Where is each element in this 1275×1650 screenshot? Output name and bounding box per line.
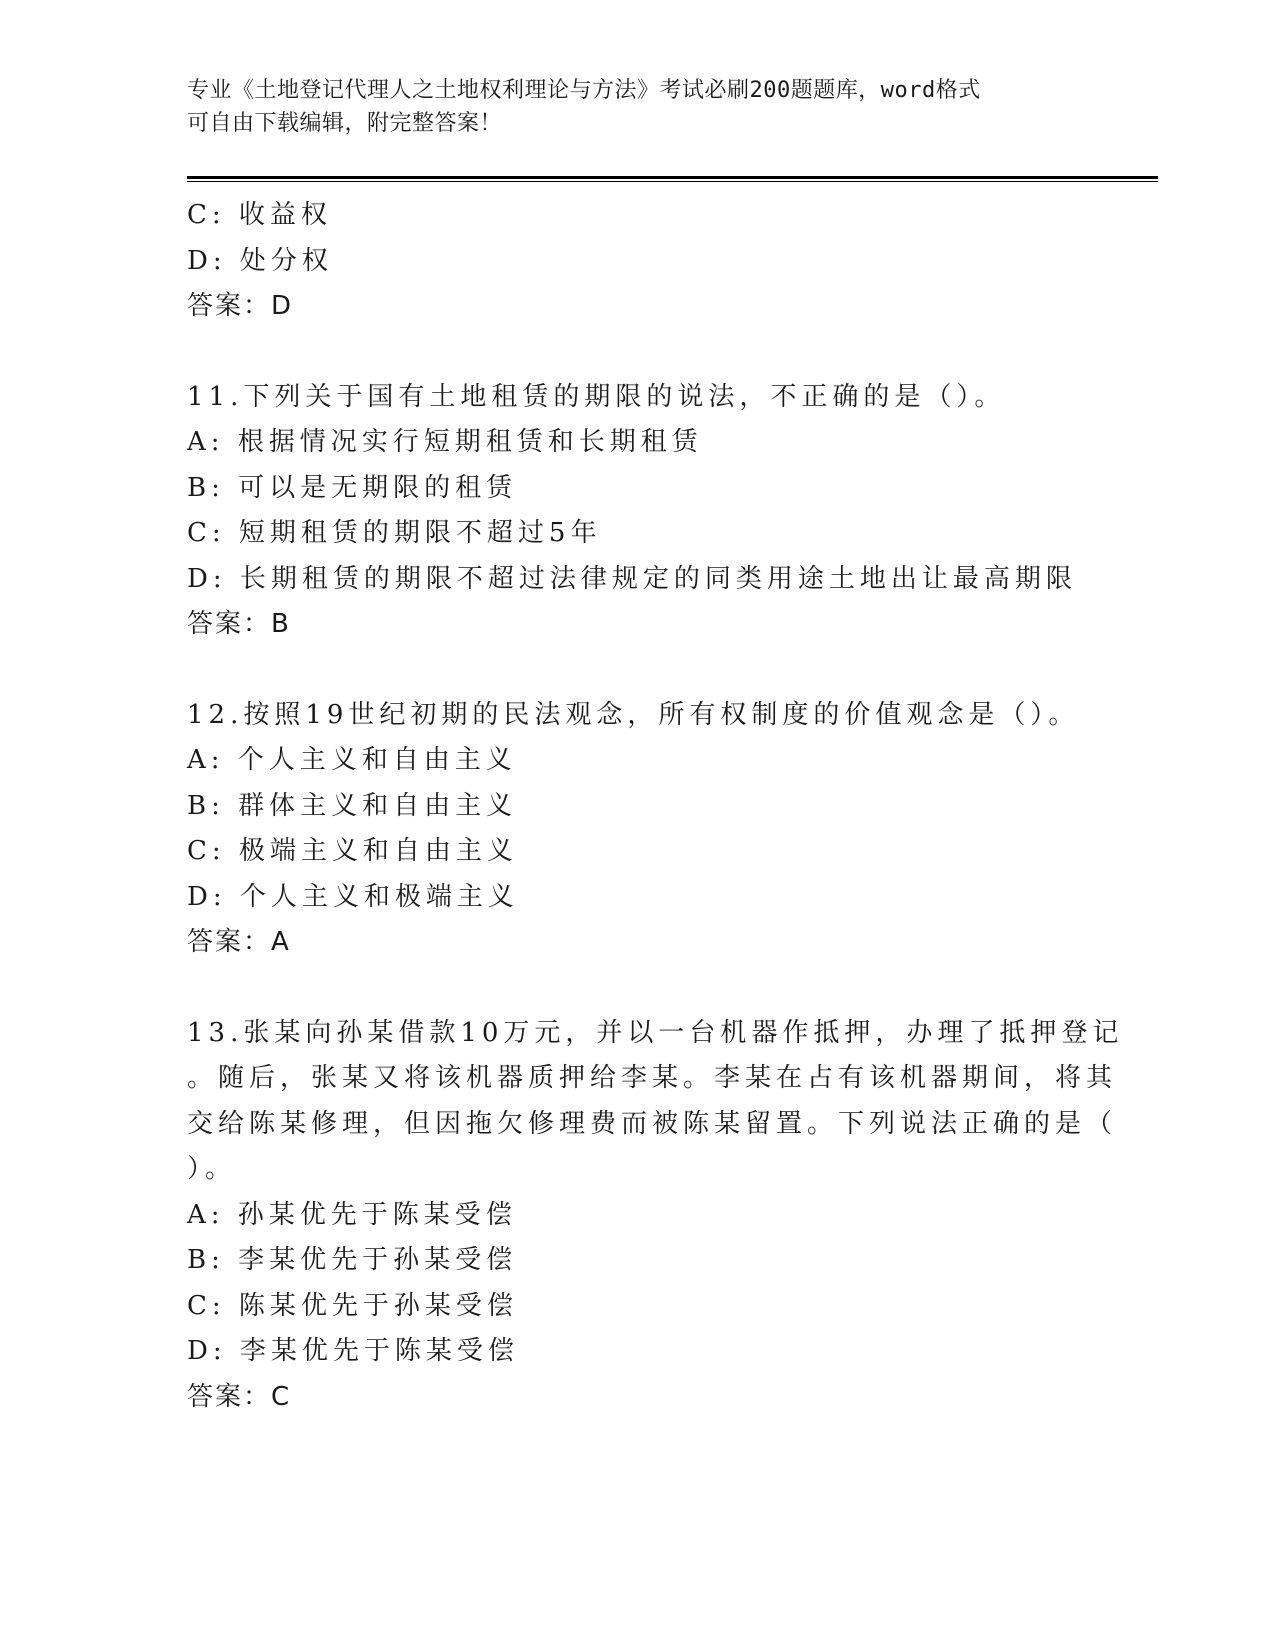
spacer — [187, 648, 1087, 693]
option-d: D: 处分权 — [187, 245, 333, 276]
question-11 — [187, 375, 1087, 648]
question-12 — [187, 693, 1087, 966]
header-line-1: 专业《土地登记代理人之土地权利理论与方法》考试必刷200题题库，word格式 — [187, 78, 981, 103]
option-c: C: 收益权 — [187, 200, 332, 230]
header-divider-thick — [187, 176, 1158, 179]
answer-line: 答案：A — [187, 927, 291, 957]
spacer — [187, 330, 1087, 375]
previous-question-tail — [187, 193, 1087, 330]
question-stem-line-1: 13.张某向孙某借款10万元，并以一台机器作抵押，办理了抵押登记 — [187, 1017, 1124, 1048]
option-a: A: 孙某优先于陈某受偿 — [187, 1199, 517, 1230]
option-a: A: 根据情况实行短期租赁和长期租赁 — [187, 427, 703, 457]
answer-line: 答案：D — [187, 291, 294, 321]
option-d: D: 个人主义和极端主义 — [187, 881, 519, 912]
answer-line: 答案：C — [187, 1381, 292, 1412]
answer-line: 答案：B — [187, 609, 291, 639]
option-c: C: 短期租赁的期限不超过5年 — [187, 518, 602, 548]
option-c: C: 陈某优先于孙某受偿 — [187, 1290, 518, 1321]
header-divider-thin — [187, 181, 1158, 182]
page-header — [187, 74, 1067, 140]
question-stem: 11.下列关于国有土地租赁的期限的说法，不正确的是（）。 — [187, 381, 1006, 412]
option-c: C: 极端主义和自由主义 — [187, 836, 518, 866]
question-stem-line-4: ）。 — [187, 1154, 237, 1184]
question-stem: 12.按照19世纪初期的民法观念，所有权制度的价值观念是（）。 — [187, 699, 1080, 730]
option-a: A: 个人主义和自由主义 — [187, 745, 517, 775]
option-b: B: 可以是无期限的租赁 — [187, 472, 518, 503]
question-stem-line-3: 交给陈某修理，但因拖欠修理费而被陈某留置。下列说法正确的是（ — [187, 1108, 1118, 1139]
option-b: B: 群体主义和自由主义 — [187, 790, 518, 821]
option-b: B: 李某优先于孙某受偿 — [187, 1245, 518, 1275]
option-d: D: 李某优先于陈某受偿 — [187, 1336, 519, 1366]
option-d: D: 长期租赁的期限不超过法律规定的同类用途土地出让最高期限 — [187, 563, 1077, 594]
header-line-2: 可自由下载编辑，附完整答案！ — [187, 111, 503, 136]
question-content — [187, 193, 1124, 1420]
question-13 — [187, 1011, 1124, 1421]
question-stem-line-2: 。随后，张某又将该机器质押给李某。李某在占有该机器期间，将其 — [187, 1063, 1118, 1093]
spacer — [187, 966, 1087, 1011]
